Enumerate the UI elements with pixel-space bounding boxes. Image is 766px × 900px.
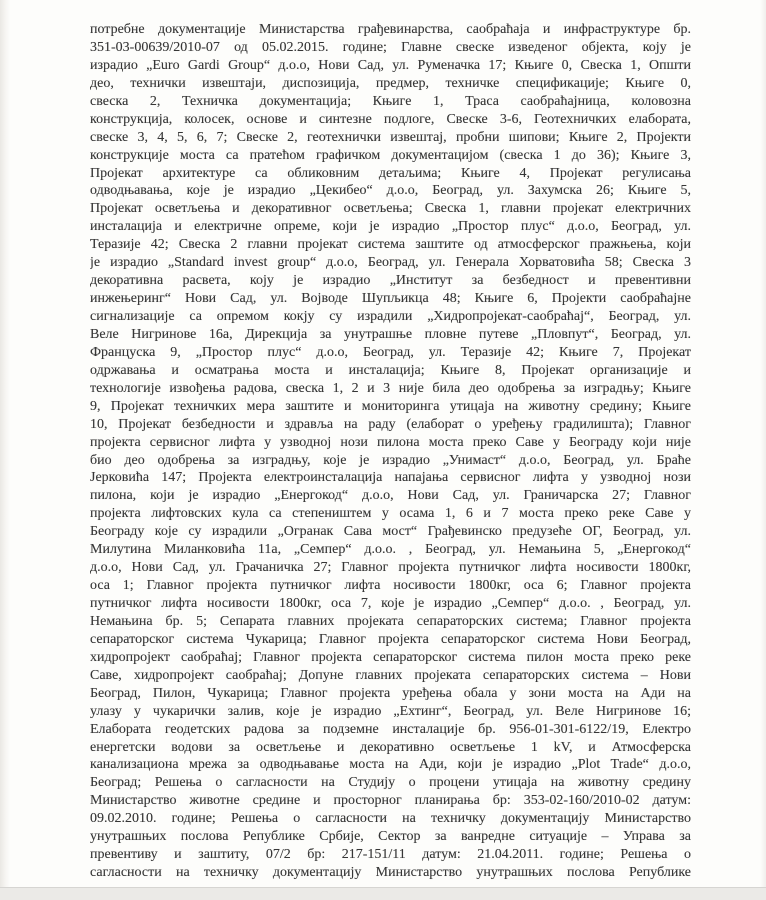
text-line: улазу у чукарички залив, које је израдио „Ехтинг“, Београд, ул. Веле Нигринове 16; [90,703,691,719]
text-line: пројекта сервисног лифта у узводној нози пилона моста преко Саве у Београду који није [90,434,691,450]
text-line: Милутина Миланковића 11а, „Семпер“ д.о.о. , Београд, ул. Немањина 5, „Енергокод“ [90,542,691,558]
text-line: Јерковића 147; Пројекта електроинсталација напајања сервисног лифта у узводној нози [90,470,691,486]
text-line: пројекта лифтовских кула са степеништем у осама 1, 6 и 7 моста преко реке Саве у [90,506,691,522]
text-line: Пројекат осветљења и декоративног осветљења; Свеска 1, главни пројекат електричних [90,201,691,217]
text-line: 09.02.2010. године; Решења о сагласности на техничку документацију Министарство [90,811,691,827]
text-line: декоративна расвета, коју је израдио „Институт за безбедност и превентивни [90,273,691,289]
text-line: канализациона мрежа за одводњавање моста на Ади, који је израдио „Plot Trade“ д.о.о, [90,757,691,773]
text-line: путничког лифта носивости 1800кг, оса 7, које је израдио „Семпер“ д.о.о. , Београд, ул. [90,596,691,611]
text-line: Елабората геодетских радова за подземне инсталације бр. 956-01-301-6122/19, Електро [90,721,691,737]
text-line: сепараторског система Чукарица; Главног пројекта сепараторског система Нови Београд, [90,631,691,647]
text-line: енергетски водови за осветљење и декоративно осветљење 1 kV, и Атмосферска [90,739,691,755]
text-line: одводњавања, које је израдио „Цекибео“ д.о.о, Београд, ул. Захумска 26; Књиге 5, [90,183,691,199]
text-line: Француска 9, „Простор плус“ д.о.о, Београд, ул. Теразије 42; Књиге 7, Пројекат [90,344,691,360]
text-line: конструкција, колосек, основе и синтезне подлоге, Свеске 3-6, Геотехничких елабората, [90,111,691,127]
text-line: свеска 2, Техничка документација; Књиге 1, Траса саобраћајница, коловозна [90,93,691,109]
text-line: конструкције моста са пратећом графичком документацијом (свеска 1 до 36); Књиге 3, [90,147,691,163]
text-line: Пројекат архитектуре са обликовним детаљима; Књиге 4, Пројекат регулисања [90,165,691,181]
text-line: Веле Нигринове 16а, Дирекција за унутрашње пловне путеве „Пловпут“, Београд, ул. [90,326,691,342]
text-line: инсталација и електричне опреме, који је израдио „Простор плус“ д.о.о, Београд, ул. [90,219,691,235]
text-line: оса 1; Главног пројекта путничког лифта носивости 1800кг, оса 6; Главног пројекта [90,578,691,594]
text-line: 351-03-00639/2010-07 од 05.02.2015. године; Главне свеске изведеног објекта, коју је [90,39,691,55]
text-line: хидропројект саобраћај; Главног пројекта сепараторског система пилон моста преко реке [90,649,691,665]
scan-bottom-edge [0,887,766,900]
text-line: део, технички извештаји, диспозиција, предмер, техничке спецификације; Књиге 0, [90,75,691,91]
text-line: д.о.о, Нови Сад, ул. Грачаничка 27; Главног пројекта путничког лифта носивости 1800кг, [90,560,691,576]
text-line: Београд, Пилон, Чукарица; Главног пројекта уређења обала у зони моста на Ади на [90,685,691,701]
text-line: био део одобрења за изградњу, које је израдио „Унимаст“ д.о.о, Београд, ул. Браће [90,452,691,468]
text-line: потребне документације Министарства грађевинарства, саобраћаја и инфраструктуре бр. [90,22,691,37]
text-line: сагласности на техничку документацију Министарство унутрашњих послова Републике [90,865,691,881]
text-line: је израдио „Standard invest group“ д.о.о, Београд, ул. Генерала Хорватовића 58; Свеска 3 [90,255,691,271]
text-line: свеске 3, 4, 5, 6, 7; Свеске 2, геотехнички извештај, пробни шипови; Књиге 2, Пројекти [90,129,691,145]
text-line: 10, Пројекат безбедности и здравља на раду (елаборат о уређењу градилишта); Главног [90,416,691,432]
text-line: Београд; Решења о сагласности на Студију о процени утицаја на животну средину [90,775,691,791]
text-line: одржавања и осматрања моста и инсталација; Књиге 8, Пројекат организације и [90,362,691,378]
text-line: Министарство животне средине и просторног планирања бр: 353-02-160/2010-02 датум: [90,793,691,809]
document-text [90,21,691,882]
text-line: превентиву и заштиту, 07/2 бр: 217-151/11 датум: 21.04.2011. године; Решења о [90,847,691,863]
text-line: инжењеринг“ Нови Сад, ул. Војводе Шупљикца 48; Књиге 6, Пројекти саобраћајне [90,291,691,307]
text-line: 9, Пројекат техничких мера заштите и мониторинга утицаја на животну средину; Књиге [90,398,691,414]
text-line: технологије извођења радова, свеска 1, 2 и 3 није била део одобрења за изградњу; Књиге [90,380,691,396]
text-line: унутрашњих послова Републике Србије, Сектор за ванредне ситуације – Управа за [90,829,691,845]
text-line: Теразије 42; Свеска 2 главни пројекат система заштите од атмосферског пражњења, који [90,237,691,253]
text-line: Београду које су израдили „Огранак Сава мост“ Грађевинско предузеће ОГ, Београд, ул. [90,524,691,540]
text-line: сигнализације са опремом кокју су израдили „Хидропројекат-саобраћај“, Београд, ул. [90,309,691,324]
text-line: Немањина бр. 5; Сепарата главних пројеката сепараторских система; Главног пројекта [90,613,691,629]
text-line: израдио „Euro Gardi Group“ д.о.о, Нови Сад, ул. Руменачка 17; Књиге 0, Свеска 1, Општи [90,57,691,73]
text-line: Саве, хидропројект саобраћај; Допуне главних пројеката сепараторских система – Нови [90,667,691,683]
text-line: пилона, који је израдио „Енергокод“ д.о.о, Нови Сад, ул. Граничарска 27; Главног [90,488,691,504]
